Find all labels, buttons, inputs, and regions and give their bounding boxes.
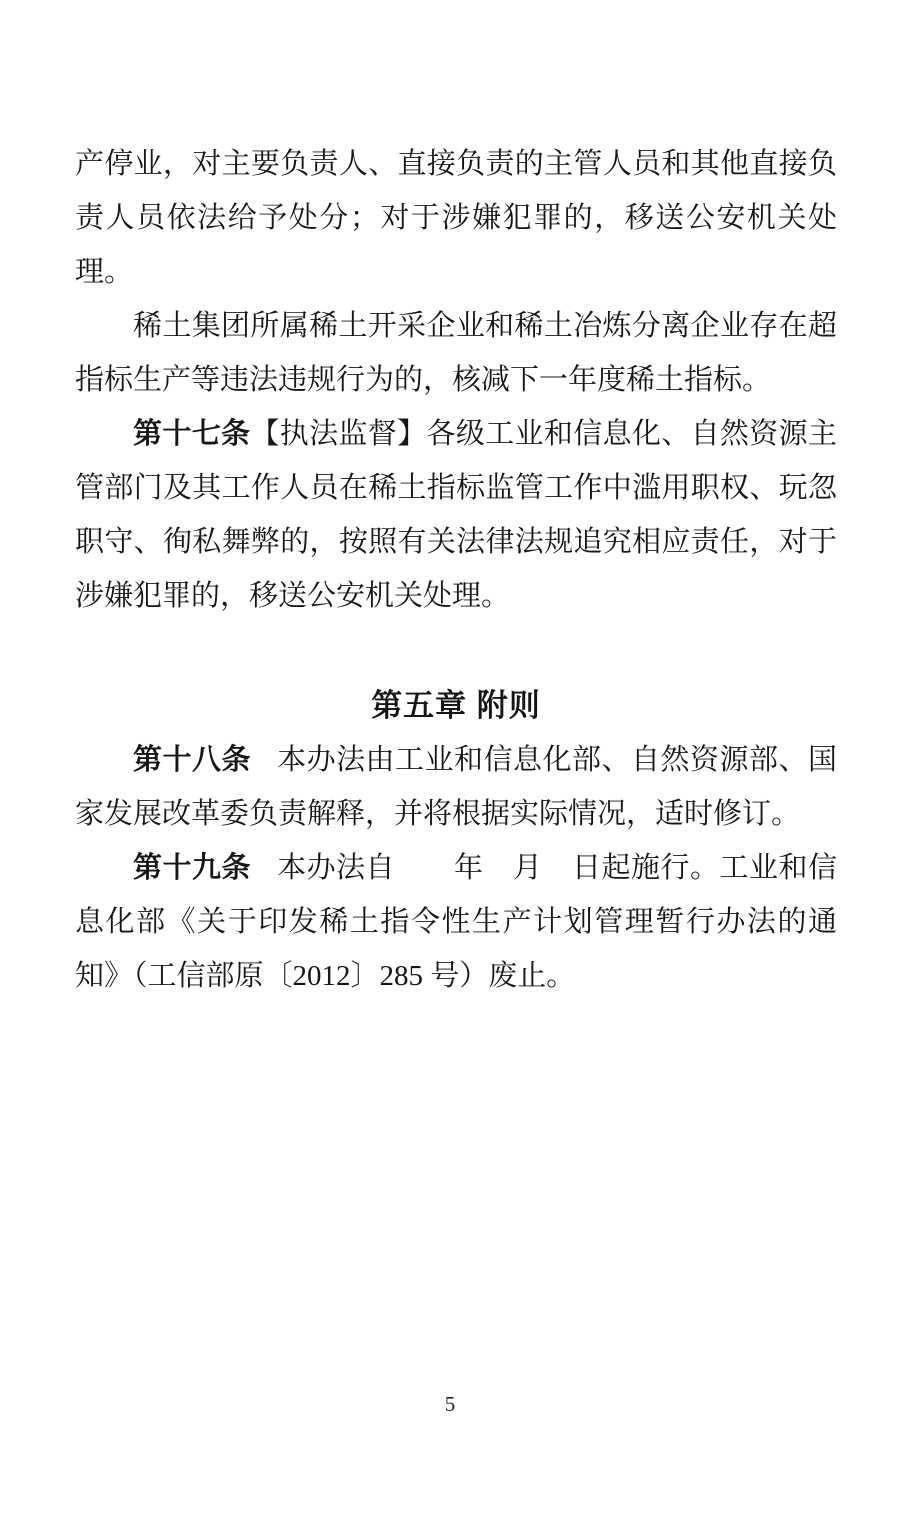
paragraph-continuation: 产停业，对主要负责人、直接负责的主管人员和其他直接负责人员依法给予处分；对于涉嫌犯罪的，移送公安机关处理。 — [75, 148, 837, 288]
paragraph-article-17 — [75, 407, 837, 623]
page-number: 5 — [444, 1392, 456, 1416]
chapter-heading: 第五章 附则 — [371, 688, 541, 723]
article-19-number: 第十九条 — [133, 852, 251, 884]
document-body — [75, 137, 837, 1003]
paragraph-quota-reduction: 稀土集团所属稀土开采企业和稀土冶炼分离企业存在超指标生产等违法违规行为的，核减下一年度稀土指标。 — [75, 310, 837, 396]
article-19-text: 本办法自 年 月 日起施行。工业和信息化部《关于印发稀土指令性生产计划管理暂行办法的通知》（工信部原〔2012〕285 号）废止。 — [75, 852, 837, 992]
paragraph-article-19 — [75, 841, 837, 1003]
article-17-number: 第十七条 — [133, 418, 251, 450]
article-18-number: 第十八条 — [133, 744, 251, 776]
paragraph-article-18 — [75, 733, 837, 841]
article-18-text: 本办法由工业和信息化部、自然资源部、国家发展改革委负责解释，并将根据实际情况，适时修订。 — [75, 744, 837, 830]
article-17-text: 【执法监督】各级工业和信息化、自然资源主管部门及其工作人员在稀土指标监管工作中滥用职权、玩忽职守、徇私舞弊的，按照有关法律法规追究相应责任，对于涉嫌犯罪的，移送公安机关处理。 — [75, 418, 837, 612]
